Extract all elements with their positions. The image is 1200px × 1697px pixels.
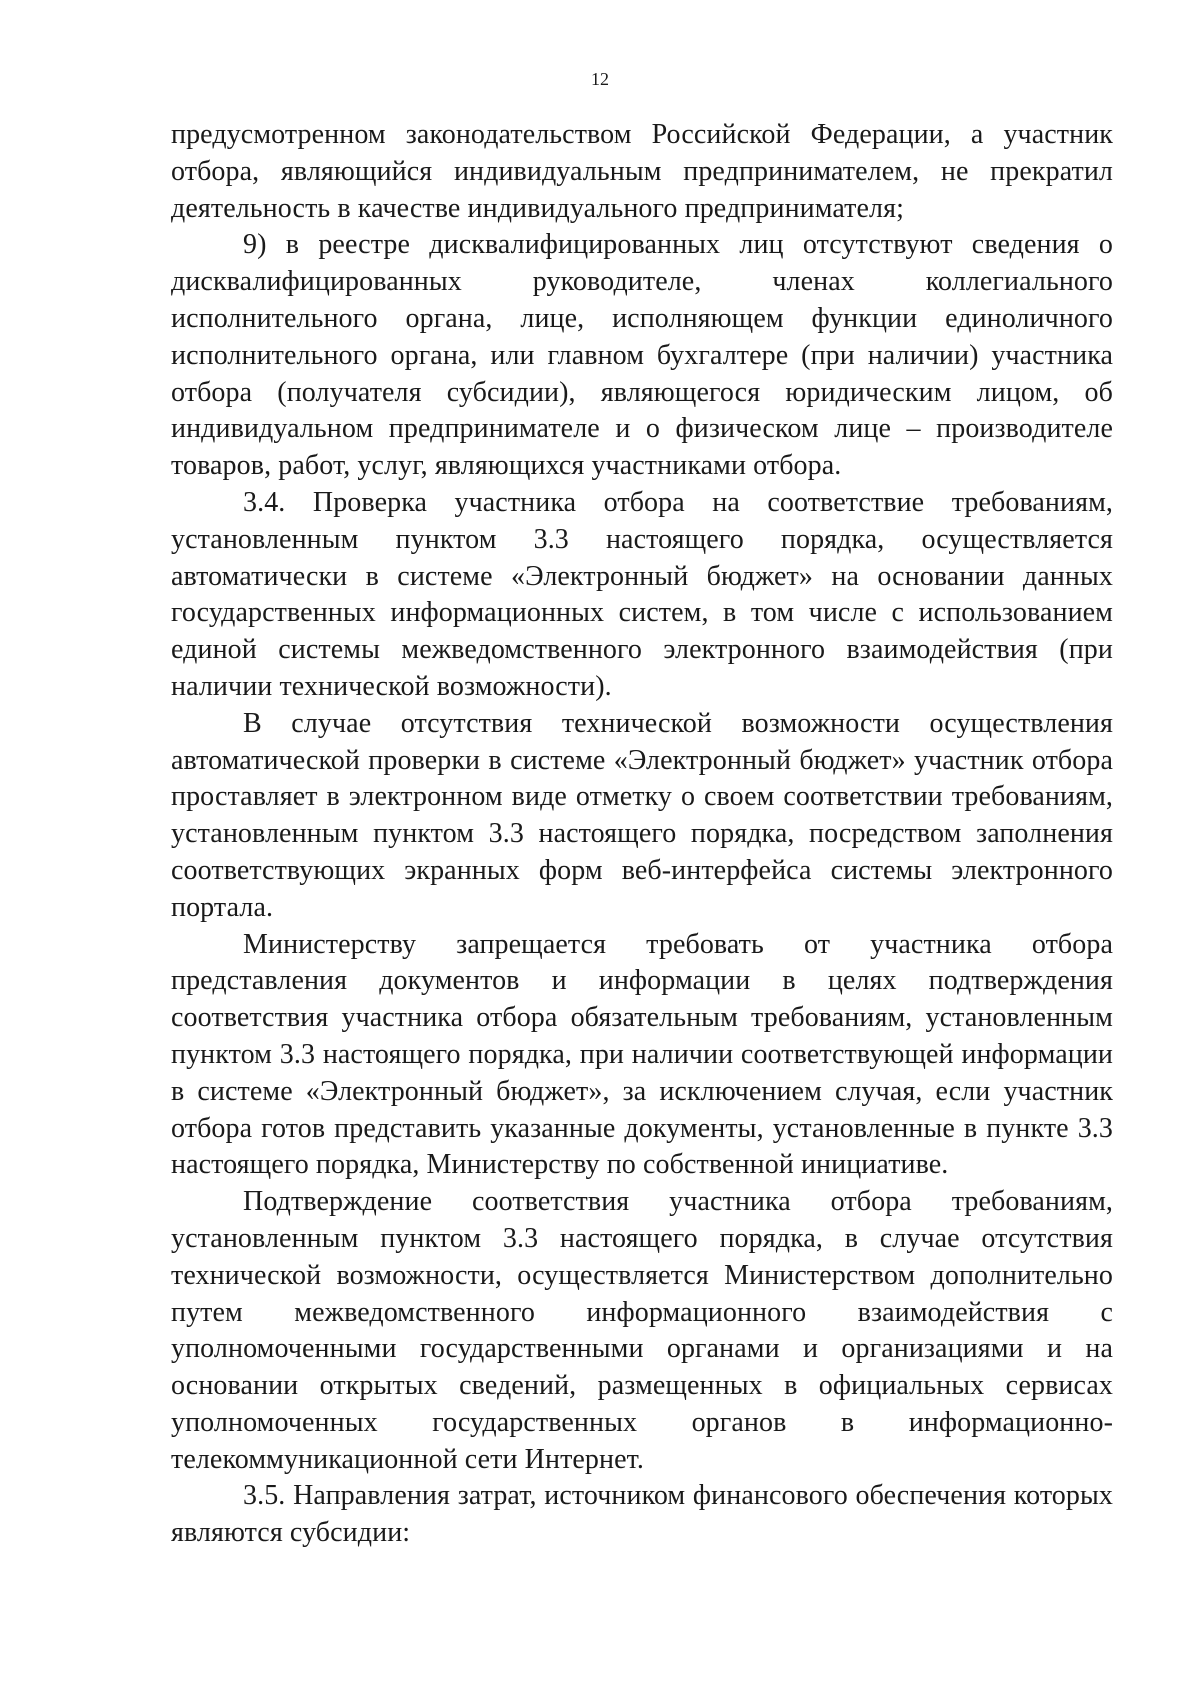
paragraph-continuation: предусмотренном законодательством Российской Федерации, а участник отбора, являющийся индивидуальным предпринимателем, не прекратил деятельность в качестве индивидуального предпринимателя; — [171, 119, 1113, 224]
document-body — [171, 117, 1113, 1552]
paragraph-item-9: 9) в реестре дисквалифицированных лиц отсутствуют сведения о дисквалифицированных руководителе, членах коллегиального исполнительного органа, лице, исполняющем функции единоличного исполнительного органа, или главном бухгалтере (при наличии) участника отбора (получателя субсидии), являющегося юридическим лицом, об индивидуальном предпринимателе и о физическом лице – производителе товаров, работ, услуг, являющихся участниками отбора. — [171, 229, 1113, 482]
paragraph-section-3-4: 3.4. Проверка участника отбора на соответствие требованиям, установленным пунктом 3.3 настоящего порядка, осуществляется автоматически в системе «Электронный бюджет» на основании данных государственных информационных систем, в том числе с использованием единой системы межведомственного электронного взаимодействия (при наличии технической возможности). — [171, 486, 1113, 702]
paragraph-confirmation: Подтверждение соответствия участника отбора требованиям, установленным пунктом 3.3 настоящего порядка, в случае отсутствия технической возможности, осуществляется Министерством дополнительно путем межведомственного информационного взаимодействия с уполномоченными государственными органами и организациями и на основании открытых сведений, размещенных в официальных сервисах уполномоченных государственных органов в информационно-телекоммуникационной сети Интернет. — [171, 1186, 1113, 1475]
paragraph-ministry-prohibition: Министерству запрещается требовать от участника отбора представления документов и информации в целях подтверждения соответствия участника отбора обязательным требованиям, установленным пунктом 3.3 настоящего порядка, при наличии соответствующей информации в системе «Электронный бюджет», за исключением случая, если участник отбора готов представить указанные документы, установленные в пункте 3.3 настоящего порядка, Министерству по собственной инициативе. — [171, 928, 1113, 1181]
page-number: 12 — [591, 69, 609, 89]
paragraph-no-technical-capability: В случае отсутствия технической возможности осуществления автоматической проверки в системе «Электронный бюджет» участник отбора проставляет в электронном виде отметку о своем соответствии требованиям, установленным пунктом 3.3 настоящего порядка, посредством заполнения соответствующих экранных форм веб-интерфейса системы электронного портала. — [171, 707, 1113, 923]
paragraph-section-3-5: 3.5. Направления затрат, источником финансового обеспечения которых являются субсидии: — [171, 1480, 1113, 1549]
